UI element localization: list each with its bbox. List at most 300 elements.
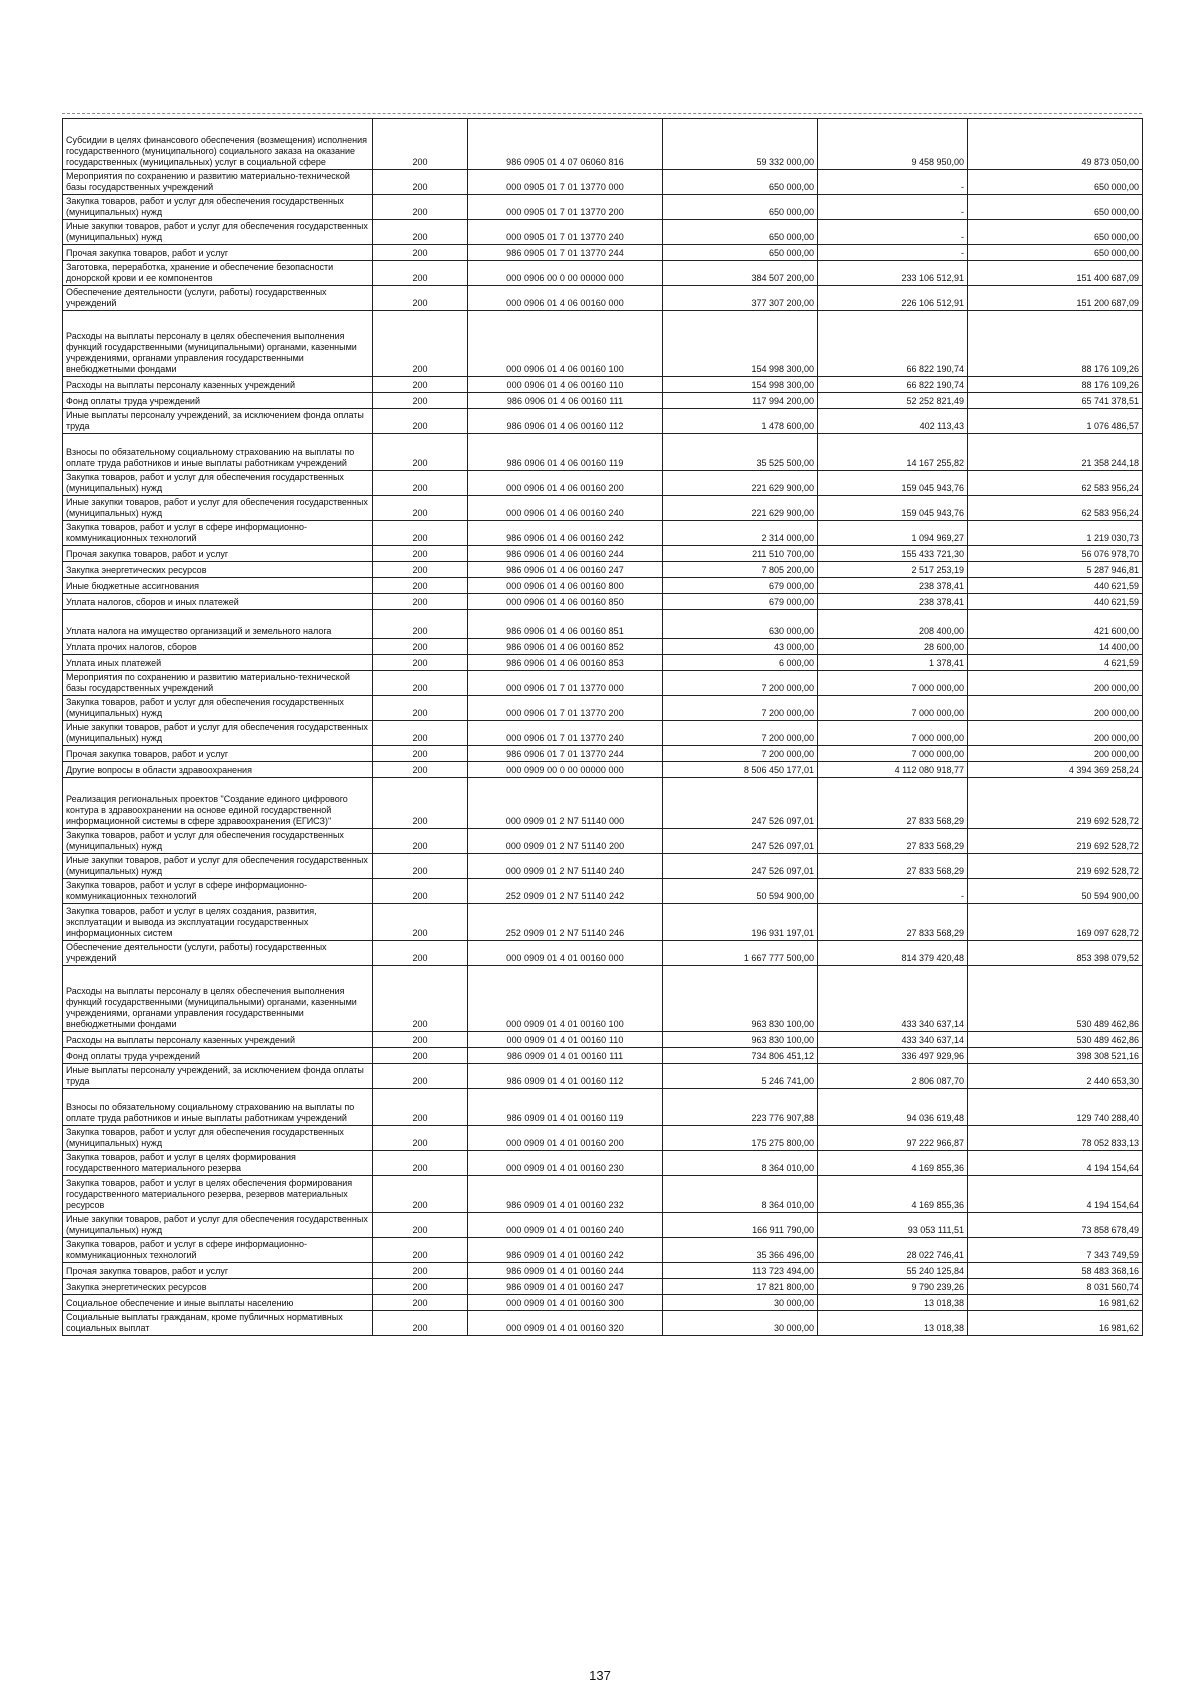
row-executed: 1 378,41	[818, 655, 968, 671]
table-row	[63, 941, 1143, 966]
row-approved: 650 000,00	[663, 245, 818, 261]
row-unexecuted: 200 000,00	[968, 721, 1143, 746]
row-code: 200	[373, 1311, 468, 1336]
row-approved: 30 000,00	[663, 1295, 818, 1311]
row-executed: 27 833 568,29	[818, 904, 968, 941]
row-executed: 1 094 969,27	[818, 521, 968, 546]
row-executed: 52 252 821,49	[818, 393, 968, 409]
row-unexecuted: 50 594 900,00	[968, 879, 1143, 904]
row-executed: 159 045 943,76	[818, 471, 968, 496]
row-kbk: 000 0909 01 4 01 00160 000	[468, 941, 663, 966]
row-unexecuted: 4 194 154,64	[968, 1176, 1143, 1213]
row-executed: 4 112 080 918,77	[818, 762, 968, 778]
row-name: Закупка товаров, работ и услуг в сфере информационно-коммуникационных технологий	[63, 521, 373, 546]
row-approved: 650 000,00	[663, 220, 818, 245]
row-executed: -	[818, 220, 968, 245]
table-row	[63, 393, 1143, 409]
row-kbk: 000 0905 01 7 01 13770 200	[468, 195, 663, 220]
row-name: Расходы на выплаты персоналу в целях обеспечения выполнения функций государственными (муниципальными) органами, казенными учреждениями, органами управления государственными внебюджетными фондами	[63, 966, 373, 1032]
row-name: Закупка товаров, работ и услуг для обеспечения государственных (муниципальных) нужд	[63, 195, 373, 220]
table-row	[63, 409, 1143, 434]
table-row	[63, 471, 1143, 496]
row-name: Уплата налога на имущество организаций и земельного налога	[63, 610, 373, 639]
row-code: 200	[373, 904, 468, 941]
row-name: Закупка товаров, работ и услуг в сфере информационно-коммуникационных технологий	[63, 879, 373, 904]
row-kbk: 986 0906 01 4 06 00160 244	[468, 546, 663, 562]
row-unexecuted: 1 219 030,73	[968, 521, 1143, 546]
row-code: 200	[373, 696, 468, 721]
row-approved: 650 000,00	[663, 195, 818, 220]
row-kbk: 000 0909 01 4 01 00160 300	[468, 1295, 663, 1311]
row-unexecuted: 650 000,00	[968, 170, 1143, 195]
row-code: 200	[373, 562, 468, 578]
table-row	[63, 1048, 1143, 1064]
row-name: Иные закупки товаров, работ и услуг для обеспечения государственных (муниципальных) нужд	[63, 1213, 373, 1238]
row-kbk: 986 0906 01 4 06 00160 852	[468, 639, 663, 655]
row-unexecuted: 169 097 628,72	[968, 904, 1143, 941]
row-executed: 14 167 255,82	[818, 434, 968, 471]
table-row	[63, 829, 1143, 854]
row-unexecuted: 200 000,00	[968, 746, 1143, 762]
row-approved: 8 364 010,00	[663, 1151, 818, 1176]
row-name: Прочая закупка товаров, работ и услуг	[63, 746, 373, 762]
table-row	[63, 966, 1143, 1032]
row-code: 200	[373, 671, 468, 696]
page-number: 137	[589, 1668, 611, 1683]
table-row	[63, 1064, 1143, 1089]
row-unexecuted: 650 000,00	[968, 245, 1143, 261]
row-executed: 336 497 929,96	[818, 1048, 968, 1064]
row-name: Закупка товаров, работ и услуг в целях формирования государственного материального резерва	[63, 1151, 373, 1176]
table-row	[63, 854, 1143, 879]
row-unexecuted: 62 583 956,24	[968, 496, 1143, 521]
row-kbk: 986 0909 01 4 01 00160 242	[468, 1238, 663, 1263]
row-name: Уплата налогов, сборов и иных платежей	[63, 594, 373, 610]
row-executed: 814 379 420,48	[818, 941, 968, 966]
row-code: 200	[373, 245, 468, 261]
table-row	[63, 594, 1143, 610]
row-code: 200	[373, 1238, 468, 1263]
table-row	[63, 1032, 1143, 1048]
row-code: 200	[373, 1279, 468, 1295]
row-kbk: 986 0906 01 4 06 00160 119	[468, 434, 663, 471]
row-name: Мероприятия по сохранению и развитию материально-технической базы государственных учреждений	[63, 170, 373, 195]
row-kbk: 252 0909 01 2 N7 51140 246	[468, 904, 663, 941]
table-row	[63, 778, 1143, 829]
row-name: Расходы на выплаты персоналу казенных учреждений	[63, 377, 373, 393]
table-row	[63, 562, 1143, 578]
row-unexecuted: 5 287 946,81	[968, 562, 1143, 578]
row-code: 200	[373, 546, 468, 562]
row-kbk: 000 0906 01 7 01 13770 000	[468, 671, 663, 696]
row-unexecuted: 219 692 528,72	[968, 854, 1143, 879]
row-name: Взносы по обязательному социальному страхованию на выплаты по оплате труда работников и иные выплаты работникам учреждений	[63, 1089, 373, 1126]
row-code: 200	[373, 1263, 468, 1279]
row-unexecuted: 219 692 528,72	[968, 778, 1143, 829]
row-approved: 384 507 200,00	[663, 261, 818, 286]
row-unexecuted: 8 031 560,74	[968, 1279, 1143, 1295]
row-name: Расходы на выплаты персоналу казенных учреждений	[63, 1032, 373, 1048]
row-code: 200	[373, 393, 468, 409]
row-executed: 2 517 253,19	[818, 562, 968, 578]
row-code: 200	[373, 1048, 468, 1064]
row-executed: 4 169 855,36	[818, 1176, 968, 1213]
row-code: 200	[373, 1032, 468, 1048]
row-unexecuted: 2 440 653,30	[968, 1064, 1143, 1089]
row-code: 200	[373, 471, 468, 496]
table-row	[63, 311, 1143, 377]
row-kbk: 000 0906 01 4 06 00160 850	[468, 594, 663, 610]
row-kbk: 000 0909 00 0 00 00000 000	[468, 762, 663, 778]
row-name: Закупка товаров, работ и услуг в целях обеспечения формирования государственного материального резерва, резервов материальных ресурсов	[63, 1176, 373, 1213]
row-approved: 7 200 000,00	[663, 746, 818, 762]
row-code: 200	[373, 434, 468, 471]
row-kbk: 986 0906 01 4 06 00160 853	[468, 655, 663, 671]
row-name: Фонд оплаты труда учреждений	[63, 393, 373, 409]
row-kbk: 252 0909 01 2 N7 51140 242	[468, 879, 663, 904]
row-unexecuted: 78 052 833,13	[968, 1126, 1143, 1151]
row-unexecuted: 16 981,62	[968, 1311, 1143, 1336]
row-unexecuted: 530 489 462,86	[968, 1032, 1143, 1048]
row-kbk: 986 0909 01 4 01 00160 119	[468, 1089, 663, 1126]
row-unexecuted: 88 176 109,26	[968, 311, 1143, 377]
row-approved: 247 526 097,01	[663, 829, 818, 854]
row-code: 200	[373, 261, 468, 286]
row-executed: 233 106 512,91	[818, 261, 968, 286]
row-code: 200	[373, 639, 468, 655]
row-executed: 55 240 125,84	[818, 1263, 968, 1279]
row-name: Закупка товаров, работ и услуг для обеспечения государственных (муниципальных) нужд	[63, 829, 373, 854]
table-row	[63, 220, 1143, 245]
row-executed: -	[818, 879, 968, 904]
row-code: 200	[373, 119, 468, 170]
row-code: 200	[373, 195, 468, 220]
row-unexecuted: 200 000,00	[968, 696, 1143, 721]
table-row	[63, 1279, 1143, 1295]
row-code: 200	[373, 521, 468, 546]
row-name: Уплата иных платежей	[63, 655, 373, 671]
row-name: Иные закупки товаров, работ и услуг для обеспечения государственных (муниципальных) нужд	[63, 496, 373, 521]
row-approved: 7 200 000,00	[663, 721, 818, 746]
row-approved: 211 510 700,00	[663, 546, 818, 562]
row-approved: 650 000,00	[663, 170, 818, 195]
row-kbk: 986 0909 01 4 01 00160 247	[468, 1279, 663, 1295]
scan-top-edge	[62, 113, 1142, 114]
row-approved: 50 594 900,00	[663, 879, 818, 904]
row-unexecuted: 1 076 486,57	[968, 409, 1143, 434]
table-row	[63, 119, 1143, 170]
row-approved: 117 994 200,00	[663, 393, 818, 409]
row-code: 200	[373, 170, 468, 195]
row-approved: 35 366 496,00	[663, 1238, 818, 1263]
row-name: Расходы на выплаты персоналу в целях обеспечения выполнения функций государственными (муниципальными) органами, казенными учреждениями, органами управления государственными внебюджетными фондами	[63, 311, 373, 377]
row-executed: 159 045 943,76	[818, 496, 968, 521]
row-executed: 155 433 721,30	[818, 546, 968, 562]
row-code: 200	[373, 1089, 468, 1126]
row-code: 200	[373, 1213, 468, 1238]
row-unexecuted: 49 873 050,00	[968, 119, 1143, 170]
row-approved: 1 478 600,00	[663, 409, 818, 434]
row-executed: 28 022 746,41	[818, 1238, 968, 1263]
row-kbk: 986 0906 01 4 06 00160 851	[468, 610, 663, 639]
row-executed: 7 000 000,00	[818, 721, 968, 746]
row-approved: 30 000,00	[663, 1311, 818, 1336]
table-row	[63, 639, 1143, 655]
row-unexecuted: 88 176 109,26	[968, 377, 1143, 393]
row-kbk: 000 0909 01 4 01 00160 200	[468, 1126, 663, 1151]
row-executed: -	[818, 195, 968, 220]
row-name: Взносы по обязательному социальному страхованию на выплаты по оплате труда работников и иные выплаты работникам учреждений	[63, 434, 373, 471]
row-unexecuted: 853 398 079,52	[968, 941, 1143, 966]
row-kbk: 000 0906 01 4 06 00160 240	[468, 496, 663, 521]
row-name: Закупка товаров, работ и услуг для обеспечения государственных (муниципальных) нужд	[63, 471, 373, 496]
row-executed: 7 000 000,00	[818, 746, 968, 762]
row-kbk: 986 0906 01 4 06 00160 247	[468, 562, 663, 578]
table-row	[63, 170, 1143, 195]
row-name: Иные выплаты персоналу учреждений, за исключением фонда оплаты труда	[63, 409, 373, 434]
table-row	[63, 1311, 1143, 1336]
row-code: 200	[373, 594, 468, 610]
row-name: Фонд оплаты труда учреждений	[63, 1048, 373, 1064]
row-unexecuted: 56 076 978,70	[968, 546, 1143, 562]
row-approved: 2 314 000,00	[663, 521, 818, 546]
row-executed: 13 018,38	[818, 1295, 968, 1311]
row-unexecuted: 7 343 749,59	[968, 1238, 1143, 1263]
table-row	[63, 496, 1143, 521]
row-approved: 679 000,00	[663, 594, 818, 610]
row-kbk: 000 0906 01 7 01 13770 240	[468, 721, 663, 746]
row-name: Другие вопросы в области здравоохранения	[63, 762, 373, 778]
table-row	[63, 904, 1143, 941]
row-approved: 221 629 900,00	[663, 471, 818, 496]
row-approved: 963 830 100,00	[663, 1032, 818, 1048]
row-executed: 13 018,38	[818, 1311, 968, 1336]
row-name: Иные закупки товаров, работ и услуг для обеспечения государственных (муниципальных) нужд	[63, 220, 373, 245]
row-kbk: 000 0905 01 7 01 13770 000	[468, 170, 663, 195]
table-row	[63, 286, 1143, 311]
row-executed: 27 833 568,29	[818, 829, 968, 854]
row-code: 200	[373, 879, 468, 904]
row-executed: 238 378,41	[818, 578, 968, 594]
row-approved: 734 806 451,12	[663, 1048, 818, 1064]
row-unexecuted: 421 600,00	[968, 610, 1143, 639]
row-approved: 7 805 200,00	[663, 562, 818, 578]
row-approved: 247 526 097,01	[663, 778, 818, 829]
row-approved: 175 275 800,00	[663, 1126, 818, 1151]
row-executed: 66 822 190,74	[818, 311, 968, 377]
row-executed: 226 106 512,91	[818, 286, 968, 311]
table-row	[63, 261, 1143, 286]
row-code: 200	[373, 762, 468, 778]
table-row	[63, 1151, 1143, 1176]
row-executed: 9 790 239,26	[818, 1279, 968, 1295]
table-row	[63, 1295, 1143, 1311]
row-kbk: 000 0909 01 2 N7 51140 240	[468, 854, 663, 879]
table-row	[63, 610, 1143, 639]
row-unexecuted: 650 000,00	[968, 220, 1143, 245]
row-code: 200	[373, 829, 468, 854]
row-approved: 196 931 197,01	[663, 904, 818, 941]
row-unexecuted: 151 400 687,09	[968, 261, 1143, 286]
row-kbk: 986 0909 01 4 01 00160 111	[468, 1048, 663, 1064]
row-approved: 35 525 500,00	[663, 434, 818, 471]
row-kbk: 986 0909 01 4 01 00160 244	[468, 1263, 663, 1279]
row-kbk: 986 0906 01 4 06 00160 111	[468, 393, 663, 409]
table-row	[63, 671, 1143, 696]
row-kbk: 000 0909 01 4 01 00160 110	[468, 1032, 663, 1048]
row-name: Субсидии в целях финансового обеспечения (возмещения) исполнения государственного (муниципального) социального заказа на оказание государственных (муниципальных) услуг в социальной сфере	[63, 119, 373, 170]
row-executed: 208 400,00	[818, 610, 968, 639]
row-kbk: 986 0906 01 4 06 00160 112	[468, 409, 663, 434]
row-executed: 66 822 190,74	[818, 377, 968, 393]
row-name: Прочая закупка товаров, работ и услуг	[63, 245, 373, 261]
row-name: Реализация региональных проектов "Создание единого цифрового контура в здравоохранении на основе единой государственной информационной системы в сфере здравоохранения (ЕГИСЗ)"	[63, 778, 373, 829]
row-unexecuted: 65 741 378,51	[968, 393, 1143, 409]
row-kbk: 000 0909 01 4 01 00160 100	[468, 966, 663, 1032]
row-name: Обеспечение деятельности (услуги, работы) государственных учреждений	[63, 286, 373, 311]
row-code: 200	[373, 854, 468, 879]
row-unexecuted: 21 358 244,18	[968, 434, 1143, 471]
row-unexecuted: 62 583 956,24	[968, 471, 1143, 496]
row-name: Заготовка, переработка, хранение и обеспечение безопасности донорской крови и ее компонентов	[63, 261, 373, 286]
row-name: Социальные выплаты гражданам, кроме публичных нормативных социальных выплат	[63, 1311, 373, 1336]
row-unexecuted: 151 200 687,09	[968, 286, 1143, 311]
row-kbk: 000 0906 01 4 06 00160 110	[468, 377, 663, 393]
row-approved: 154 998 300,00	[663, 377, 818, 393]
row-code: 200	[373, 1176, 468, 1213]
table-row	[63, 762, 1143, 778]
row-name: Социальное обеспечение и иные выплаты населению	[63, 1295, 373, 1311]
row-kbk: 000 0909 01 4 01 00160 240	[468, 1213, 663, 1238]
row-approved: 8 364 010,00	[663, 1176, 818, 1213]
row-name: Иные закупки товаров, работ и услуг для обеспечения государственных (муниципальных) нужд	[63, 721, 373, 746]
row-executed: 7 000 000,00	[818, 696, 968, 721]
row-kbk: 000 0909 01 2 N7 51140 000	[468, 778, 663, 829]
row-approved: 59 332 000,00	[663, 119, 818, 170]
table-row	[63, 1238, 1143, 1263]
table-row	[63, 721, 1143, 746]
table-row	[63, 434, 1143, 471]
row-executed: 94 036 619,48	[818, 1089, 968, 1126]
row-executed: 9 458 950,00	[818, 119, 968, 170]
row-approved: 43 000,00	[663, 639, 818, 655]
row-kbk: 986 0906 01 7 01 13770 244	[468, 746, 663, 762]
row-executed: -	[818, 170, 968, 195]
table-row	[63, 655, 1143, 671]
table-row	[63, 879, 1143, 904]
row-unexecuted: 200 000,00	[968, 671, 1143, 696]
row-kbk: 000 0906 01 4 06 00160 200	[468, 471, 663, 496]
row-name: Закупка энергетических ресурсов	[63, 1279, 373, 1295]
row-code: 200	[373, 966, 468, 1032]
table-row	[63, 546, 1143, 562]
table-row	[63, 1213, 1143, 1238]
row-approved: 679 000,00	[663, 578, 818, 594]
row-kbk: 000 0906 01 7 01 13770 200	[468, 696, 663, 721]
table-row	[63, 377, 1143, 393]
row-name: Иные бюджетные ассигнования	[63, 578, 373, 594]
row-unexecuted: 129 740 288,40	[968, 1089, 1143, 1126]
budget-execution-table	[62, 118, 1143, 1336]
row-code: 200	[373, 1064, 468, 1089]
row-name: Закупка товаров, работ и услуг в целях создания, развития, эксплуатации и вывода из эксплуатации государственных информационных систем	[63, 904, 373, 941]
table-row	[63, 1176, 1143, 1213]
row-kbk: 986 0905 01 4 07 06060 816	[468, 119, 663, 170]
row-approved: 221 629 900,00	[663, 496, 818, 521]
row-executed: 4 169 855,36	[818, 1151, 968, 1176]
table-row	[63, 245, 1143, 261]
row-unexecuted: 650 000,00	[968, 195, 1143, 220]
row-kbk: 986 0909 01 4 01 00160 232	[468, 1176, 663, 1213]
row-kbk: 000 0905 01 7 01 13770 240	[468, 220, 663, 245]
row-unexecuted: 4 621,59	[968, 655, 1143, 671]
row-name: Прочая закупка товаров, работ и услуг	[63, 1263, 373, 1279]
row-approved: 247 526 097,01	[663, 854, 818, 879]
row-name: Закупка товаров, работ и услуг для обеспечения государственных (муниципальных) нужд	[63, 1126, 373, 1151]
table-row	[63, 696, 1143, 721]
table-row	[63, 1089, 1143, 1126]
table-row	[63, 578, 1143, 594]
row-kbk: 000 0906 01 4 06 00160 100	[468, 311, 663, 377]
row-executed: 97 222 966,87	[818, 1126, 968, 1151]
row-executed: 402 113,43	[818, 409, 968, 434]
table-row	[63, 746, 1143, 762]
table-row	[63, 195, 1143, 220]
row-code: 200	[373, 1295, 468, 1311]
row-code: 200	[373, 746, 468, 762]
table-row	[63, 1126, 1143, 1151]
row-approved: 113 723 494,00	[663, 1263, 818, 1279]
row-approved: 7 200 000,00	[663, 696, 818, 721]
row-code: 200	[373, 1151, 468, 1176]
row-executed: 238 378,41	[818, 594, 968, 610]
row-kbk: 000 0909 01 2 N7 51140 200	[468, 829, 663, 854]
row-executed: 7 000 000,00	[818, 671, 968, 696]
table-body	[63, 119, 1143, 1336]
row-code: 200	[373, 409, 468, 434]
row-code: 200	[373, 1126, 468, 1151]
row-kbk: 986 0906 01 4 06 00160 242	[468, 521, 663, 546]
row-unexecuted: 530 489 462,86	[968, 966, 1143, 1032]
row-approved: 6 000,00	[663, 655, 818, 671]
row-code: 200	[373, 578, 468, 594]
row-unexecuted: 4 194 154,64	[968, 1151, 1143, 1176]
row-approved: 963 830 100,00	[663, 966, 818, 1032]
row-approved: 154 998 300,00	[663, 311, 818, 377]
row-executed: 433 340 637,14	[818, 966, 968, 1032]
row-name: Иные закупки товаров, работ и услуг для обеспечения государственных (муниципальных) нужд	[63, 854, 373, 879]
row-kbk: 000 0906 01 4 06 00160 800	[468, 578, 663, 594]
row-kbk: 986 0905 01 7 01 13770 244	[468, 245, 663, 261]
row-approved: 1 667 777 500,00	[663, 941, 818, 966]
row-approved: 7 200 000,00	[663, 671, 818, 696]
row-executed: 93 053 111,51	[818, 1213, 968, 1238]
row-kbk: 000 0909 01 4 01 00160 230	[468, 1151, 663, 1176]
row-executed: 2 806 087,70	[818, 1064, 968, 1089]
row-approved: 166 911 790,00	[663, 1213, 818, 1238]
row-unexecuted: 219 692 528,72	[968, 829, 1143, 854]
row-code: 200	[373, 311, 468, 377]
row-code: 200	[373, 610, 468, 639]
table-row	[63, 521, 1143, 546]
row-name: Иные выплаты персоналу учреждений, за исключением фонда оплаты труда	[63, 1064, 373, 1089]
row-unexecuted: 73 858 678,49	[968, 1213, 1143, 1238]
row-unexecuted: 4 394 369 258,24	[968, 762, 1143, 778]
row-name: Закупка энергетических ресурсов	[63, 562, 373, 578]
row-code: 200	[373, 377, 468, 393]
row-code: 200	[373, 778, 468, 829]
row-unexecuted: 440 621,59	[968, 594, 1143, 610]
